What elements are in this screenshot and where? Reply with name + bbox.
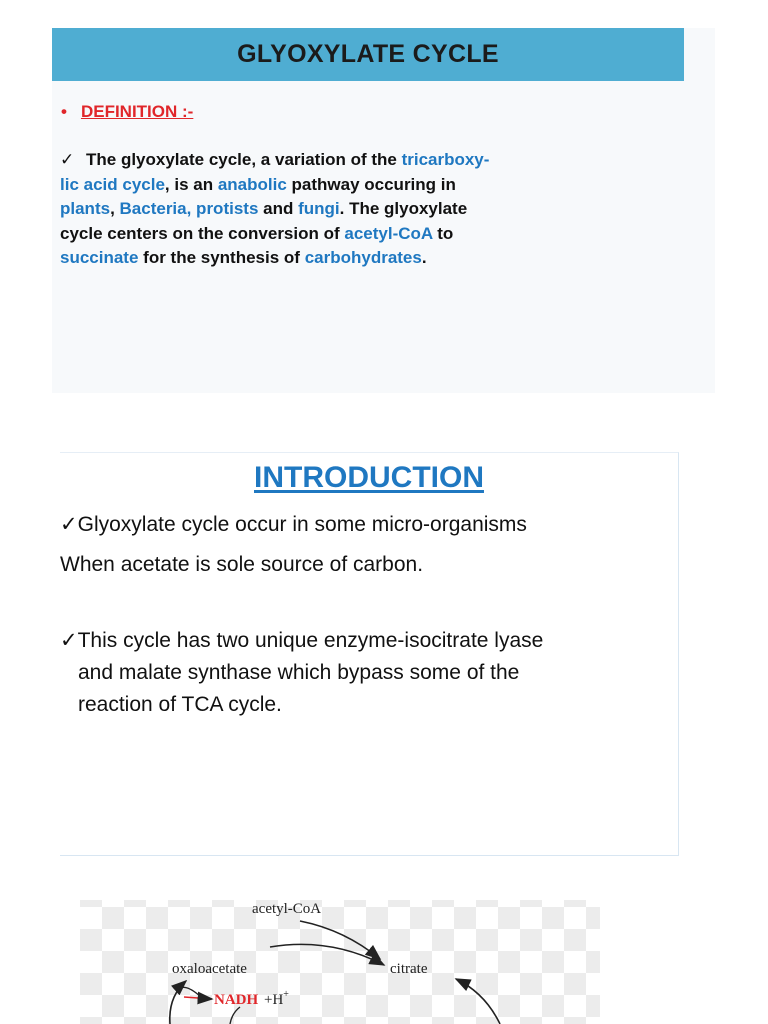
checkmark-icon: ✓ — [60, 150, 75, 169]
word: which — [277, 661, 332, 684]
intro-row: reaction of TCA cycle. — [78, 693, 282, 716]
nadh-label: NADH — [214, 992, 259, 1008]
para-highlight: anabolic — [217, 174, 287, 194]
citrate-label: citrate — [390, 961, 428, 977]
para-seg: for the synthesis of — [138, 248, 305, 267]
para-seg: . — [421, 248, 427, 267]
word: malate — [118, 661, 182, 684]
checkmark-icon: ✓ — [60, 513, 78, 536]
definition-slide — [52, 28, 715, 393]
para-seg: , — [110, 199, 120, 218]
diagram-canvas — [80, 885, 610, 1024]
word: of — [466, 661, 485, 684]
checkmark-icon: ✓ — [60, 629, 78, 652]
introduction-title: INTRODUCTION — [254, 461, 484, 494]
para-seg: The glyoxylate cycle, a variation of the — [86, 150, 402, 169]
intro-line-1 — [60, 509, 527, 541]
slide-title: GLYOXYLATE CYCLE — [52, 28, 684, 81]
plus-h-superscript: + — [283, 989, 289, 1000]
para-seg: . The glyoxylate — [339, 199, 468, 218]
word: some — [409, 661, 461, 684]
para-highlight: carbohydrates — [304, 248, 422, 267]
acetyl-coa-label: acetyl-CoA — [252, 901, 322, 917]
para-seg: and — [258, 199, 299, 218]
para-highlight: tricarboxy- — [401, 150, 490, 169]
intro-row — [60, 625, 672, 657]
para-seg: to — [432, 223, 454, 243]
word: and — [78, 661, 114, 684]
para-highlight: lic acid cycle — [60, 174, 165, 194]
intro-line-2: When acetate is sole source of carbon. — [60, 553, 424, 576]
definition-heading — [61, 102, 193, 122]
intro-text: Glyoxylate cycle occur in some micro-organisms — [77, 513, 527, 536]
intro-row-justified — [60, 657, 672, 689]
para-highlight: acetyl-CoA — [344, 223, 433, 243]
definition-paragraph — [60, 148, 660, 271]
oxaloacetate-label: oxaloacetate — [172, 961, 247, 977]
glyoxylate-cycle-diagram — [80, 885, 610, 1024]
bullet-icon: • — [61, 102, 67, 121]
para-highlight: plants — [60, 199, 111, 218]
intro-paragraph-2 — [60, 625, 672, 721]
para-seg: pathway occuring in — [286, 174, 456, 194]
word: synthase — [187, 661, 272, 684]
word: the — [490, 661, 520, 684]
para-highlight: succinate — [60, 248, 139, 267]
para-highlight: Bacteria, protists — [119, 199, 259, 218]
word: bypass — [337, 661, 404, 684]
para-highlight: fungi — [298, 199, 340, 218]
checkered-background — [80, 900, 600, 1024]
para-seg: , is an — [164, 174, 218, 194]
para-seg: cycle centers on the conversion of — [60, 223, 345, 243]
intro-text: This cycle has two unique enzyme-isocitrate lyase — [77, 629, 544, 652]
definition-label: DEFINITION :- — [80, 102, 194, 121]
introduction-slide — [60, 452, 679, 856]
plus-h-text: +H — [264, 992, 284, 1008]
